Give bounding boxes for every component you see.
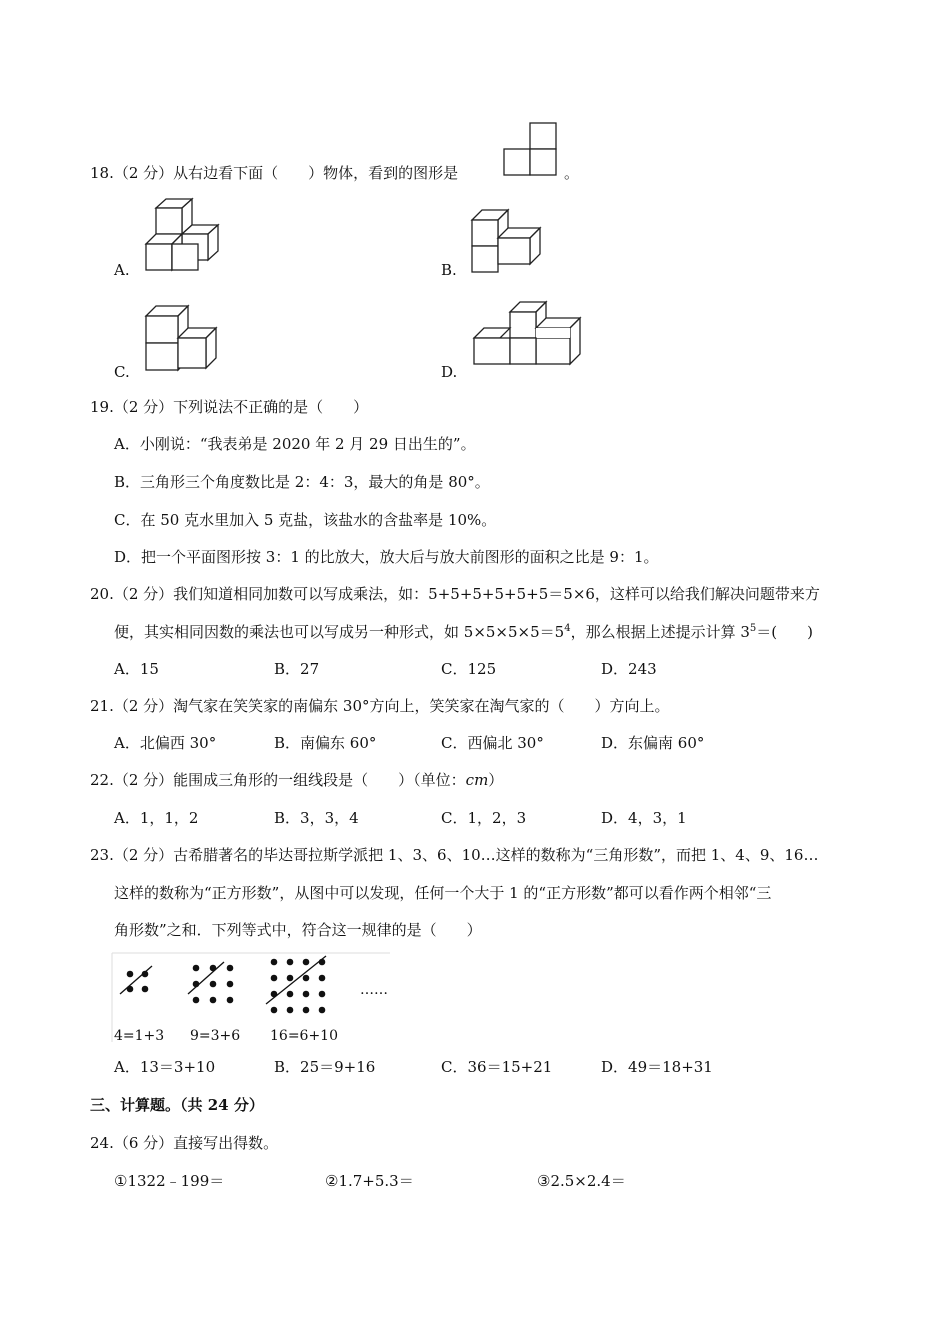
q18-option-d-label: D. bbox=[441, 363, 458, 381]
q24-item-1: ①1322﹣199＝ bbox=[114, 1172, 225, 1190]
q20-line2-part-c: ＝( ) bbox=[756, 623, 813, 641]
q23-figure-label-1: 4=1+3 bbox=[114, 1028, 165, 1044]
q22-option-c: C．1，2，3 bbox=[441, 809, 527, 827]
q24-item-2: ②1.7+5.3＝ bbox=[325, 1172, 414, 1190]
q22-stem bbox=[90, 770, 503, 790]
q22-option-d: D．4，3，1 bbox=[601, 809, 687, 827]
q21-stem: 21.（2 分）淘气家在笑笑家的南偏东 30°方向上，笑笑家在淘气家的（ ）方向上。 bbox=[90, 697, 670, 715]
q20-stem-line1: 20.（2 分）我们知道相同加数可以写成乘法，如：5+5+5+5+5+5＝5×6，这样可以给我们解决问题带来方 bbox=[90, 585, 820, 603]
q22-stem-text: 22.（2 分）能围成三角形的一组线段是（ ）（单位： bbox=[90, 771, 466, 789]
q20-line2-part-b: ，那么根据上述提示计算 3 bbox=[570, 623, 750, 641]
q19-option-d: D．把一个平面图形按 3：1 的比放大，放大后与放大前图形的面积之比是 9：1。 bbox=[114, 548, 659, 566]
q23-stem-line3: 角形数”之和．下列等式中，符合这一规律的是（ ） bbox=[114, 921, 482, 939]
q21-option-c: C．西偏北 30° bbox=[441, 734, 544, 752]
q23-option-d: D．49＝18+31 bbox=[601, 1058, 713, 1076]
q23-option-b: B．25＝9+16 bbox=[274, 1058, 376, 1076]
q24-stem: 24.（6 分）直接写出得数。 bbox=[90, 1134, 279, 1152]
q20-stem-line2 bbox=[114, 622, 813, 642]
q20-option-b: B．27 bbox=[274, 660, 320, 678]
q20-line2-part-a: 便，其实相同因数的乘法也可以写成另一种形式，如 5×5×5×5＝5 bbox=[114, 623, 565, 641]
q19-option-b: B．三角形三个角度数比是 2：4：3，最大的角是 80°。 bbox=[114, 473, 490, 491]
q18-option-c-label: C. bbox=[114, 363, 130, 381]
q23-figure-label-3: 16=6+10 bbox=[270, 1028, 338, 1044]
pattern-2x2 bbox=[120, 966, 152, 994]
q21-option-d: D．东偏南 60° bbox=[601, 734, 705, 752]
q22-stem-end: ） bbox=[488, 771, 504, 789]
q24-item-3: ③2.5×2.4＝ bbox=[537, 1172, 626, 1190]
q18-option-a-label: A. bbox=[114, 261, 130, 279]
q21-option-b: B．南偏东 60° bbox=[274, 734, 377, 752]
q20-exponent-2: 5 bbox=[749, 623, 757, 634]
q18-stem-end: 。 bbox=[564, 164, 580, 182]
q19-stem: 19.（2 分）下列说法不正确的是（ ） bbox=[90, 398, 369, 416]
q22-option-a: A．1，1，2 bbox=[114, 809, 199, 827]
q22-unit: cm bbox=[465, 771, 489, 789]
q18-option-d-figure bbox=[470, 298, 590, 370]
q23-option-a: A．13＝3+10 bbox=[114, 1058, 216, 1076]
q20-option-d: D．243 bbox=[601, 660, 657, 678]
q18-stem-text: 18.（2 分）从右边看下面（ ）物体，看到的图形是 bbox=[90, 164, 459, 182]
q19-option-c: C．在 50 克水里加入 5 克盐，该盐水的含盐率是 10%。 bbox=[114, 511, 497, 529]
section-3-title: 三、计算题。（共 24 分） bbox=[90, 1096, 264, 1114]
q23-stem-line1: 23.（2 分）古希腊著名的毕达哥拉斯学派把 1、3、6、10…这样的数称为“三角形数”，而把 1、4、9、16… bbox=[90, 846, 819, 864]
q18-target-view-figure bbox=[502, 122, 562, 178]
q21-option-a: A．北偏西 30° bbox=[114, 734, 217, 752]
q18-option-c-figure bbox=[140, 300, 230, 380]
q20-option-a: A．15 bbox=[114, 660, 159, 678]
q19-option-a: A．小刚说：“我表弟是 2020 年 2 月 29 日出生的”。 bbox=[114, 435, 476, 453]
q20-exponent-1: 4 bbox=[564, 623, 571, 634]
q22-option-b: B．3，3，4 bbox=[274, 809, 359, 827]
q18-option-b-figure bbox=[468, 208, 558, 278]
q18-option-a-figure bbox=[140, 198, 230, 278]
pattern-4x4 bbox=[266, 956, 326, 1013]
q23-figure-label-2: 9=3+6 bbox=[190, 1028, 241, 1044]
q23-stem-line2: 这样的数称为“正方形数”，从图中可以发现，任何一个大于 1 的“正方形数”都可以看作两个相邻“三 bbox=[114, 884, 772, 902]
q18-option-b-label: B. bbox=[441, 261, 457, 279]
q20-option-c: C．125 bbox=[441, 660, 497, 678]
q18-stem bbox=[90, 163, 458, 183]
pattern-3x3 bbox=[188, 962, 233, 1003]
q23-dot-figure bbox=[112, 950, 390, 1042]
q23-option-c: C．36＝15+21 bbox=[441, 1058, 553, 1076]
q23-figure-ellipsis: …… bbox=[360, 982, 388, 998]
